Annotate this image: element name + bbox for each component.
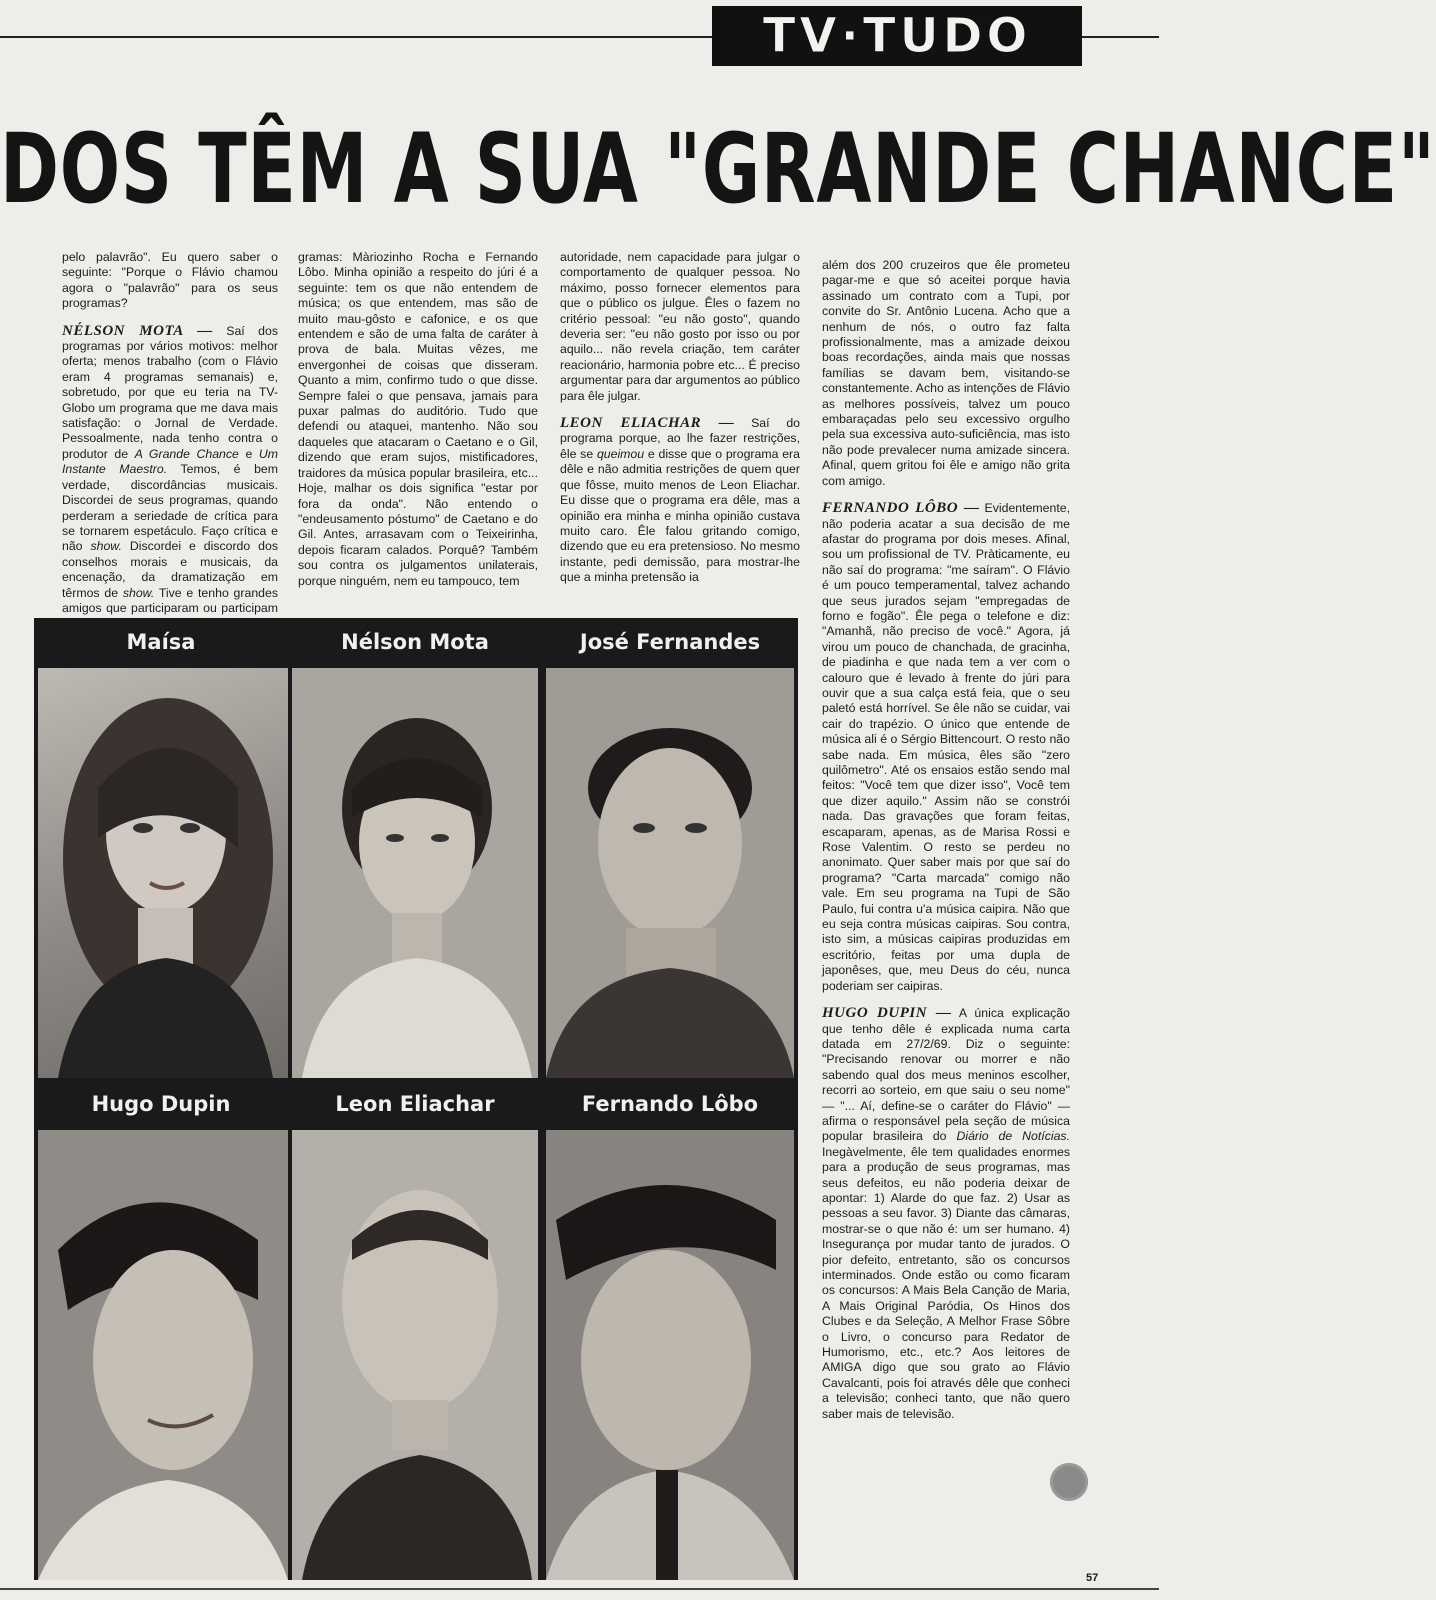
- speaker-hugo-dupin: HUGO DUPIN —: [822, 1005, 952, 1022]
- photo-label-fernando-lobo: Fernando Lôbo: [581, 1092, 759, 1116]
- portrait-illustration: [38, 668, 288, 1078]
- paragraph: além dos 200 cruzeiros que êle prometeu pagar-me e que só aceitei porque havia assinado um contrato com a Tupi, por convite do Sr. Antônio Lucena. Acho que a nenhum de nós, o outro faz falta profissionalmente, mas a amizade deixou boas recordações, ainda mais que nossas famílias se davam bem, visitando-se constantemente. Acho as intenções de Flávio as melhores possíveis, talvez um pouco embaraçadas pelo seu excessivo orgulho pela sua excessiva auto-suficiência, mas isto não pode prevalecer numa amizade sincera. Afinal, quem gritou foi êle e amigo não grita com amigo.: [822, 258, 1070, 488]
- portrait-illustration: [38, 1130, 288, 1580]
- portrait-grid: [34, 618, 798, 1580]
- portrait-illustration: [546, 668, 794, 1078]
- photo-label-leon-eliachar: Leon Eliachar: [335, 1092, 495, 1116]
- article-column-1: [62, 250, 279, 615]
- section-badge-text: TV·TUDO: [762, 8, 1032, 64]
- portrait-illustration: [292, 668, 538, 1078]
- portrait-illustration: [546, 1130, 794, 1580]
- article-column-2: [298, 250, 538, 610]
- paragraph: LEON ELIACHAR — Saí do programa porque, ao lhe fazer restrições, êle se queimou e disse que o programa era dêle e não admitia restrições de quem quer que fôsse, muito menos de Leon Eliachar. Eu disse que o programa era dêle, mas a opinião era minha e minha opinião custava muito caro. Êle falou gritando comigo, dizendo que eu era pretensioso. No mesmo instante, pedi demissão, para mostrar-lhe que a minha pretensão ia: [560, 415, 801, 585]
- paragraph: NÉLSON MOTA — Saí dos programas por vários motivos: melhor oferta; menos trabalho (com o Flávio eram 4 programas semanais) e, sobretudo, por que eu teria na TV-Globo um programa que me dava mais satisfação: o Jornal de Verdade. Pessoalmente, nada tenho contra o produtor de A Grande Chance e Um Instante Maestro. Temos, é bem verdade, discordâncias musicais. Discordei de seus programas, quando perderam a seriedade de crítica para se tornarem espetáculo. Faço crítica e não show. Discordei e discordo dos conselhos morais e musicais, da encenação, da dramatização em têrmos de show. Tive e tenho grandes amigos que participaram ou participam: [62, 322, 279, 615]
- paragraph: FERNANDO LÔBO — Evidentemente, não poderia acatar a sua decisão de me afastar do programa por dois meses. Afinal, sou um profissional de TV. Pràticamente, eu não saí do programa: "me saíram". O Flávio é um pouco temperamental, talvez achando que seus jurados sejam "empregadas de forno e fogão". Êle pega o telefone e diz: "Amanhã, não preciso de você." Agora, já virou um pouco de chanchada, de gracinha, de piadinha e que nada tem a ver com o calouro que é levado à frente do júri para ouvir que a sua calça está feia, que o seu paletó está horrível. Se êle não se cuidar, vai cair do trapézio. O único que entende de música ali é o Sérgio Bittencourt. O resto não sabe nada. Em música, êles são "zero quilômetro". Até os ensaios estão sendo mal feitos: "Você tem que dizer isso", Você tem que dizer aquilo." Assim não se constrói nada. Das gravações que foram feitas, escaparam, apenas, as de Marisa Rossi e Rose Valentim. O resto se perdeu no anonimato. Quer saber mais por que saí do programa? "Carta marcada" comigo não vale. Em seu programa na Tupi de São Paulo, fui contra u'a música caipira. Não que eu seja contra músicas caipiras. Sou contra, isto sim, a músicas caipiras produzidas em escritório, feitas por uma dupla de japonêses, que, meu Deus do céu, nunca poderiam ser caipiras.: [822, 500, 1070, 993]
- paragraph: autoridade, nem capacidade para julgar o comportamento de qualquer pessoa. No máximo, posso fornecer elementos para que o público os julgue. Êles o fazem no critério pessoal: "eu não gosto", quando deveria ser: "eu não gosto por isso ou por aquilo... não revela criação, tem caráter reacionário, harmonia pobre etc... É preciso argumentar para dar argumentos ao público para êle julgar.: [560, 250, 800, 403]
- portrait-photo-jose-fernandes: [546, 668, 794, 1078]
- article-column-4: [822, 258, 1070, 1508]
- portrait-photo-hugo-dupin: [38, 1130, 288, 1580]
- section-badge: [712, 6, 1082, 66]
- bottom-rule: [0, 1588, 1159, 1590]
- photo-label-nelson-mota: Nélson Mota: [341, 630, 489, 654]
- speaker-leon-eliachar: LEON ELIACHAR —: [560, 415, 735, 432]
- paragraph: pelo palavrão". Eu quero saber o seguinte: "Porque o Flávio chamou agora o "palavrão" para os seus programas?: [62, 250, 278, 311]
- portrait-photo-maisa: [38, 668, 288, 1078]
- article-column-3: [560, 250, 800, 610]
- speaker-nelson-mota: NÉLSON MOTA —: [62, 322, 213, 339]
- headline: DOS TÊM A SUA "GRANDE CHANCE": [0, 113, 1436, 225]
- page-number: 57: [1086, 1572, 1099, 1584]
- paragraph: HUGO DUPIN — A única explicação que tenho dêle é explicada numa carta datada em 27/2/69. Diz o seguinte: "Precisando renovar ou morrer e não sabendo qual dos meus meninos escolher, recorri ao sorteio, em que saiu o seu nome" — "... Aí, define-se o caráter do Flávio" — afirma o responsável pela seção de música popular brasileira do Diário de Notícias. Inegàvelmente, êle tem qualidades enormes para a produção de seus programas, mas seus defeitos, eu não poderia deixar de apontar: 1) Alarde do que faz. 2) Usar as pessoas a seu favor. 3) Diante das câmaras, mostrar-se o que não é: um ser humano. 4) Insegurança por mudar tanto de jurados. O pior defeito, entretanto, são os concursos interminados. Onde estão ou como ficaram os concursos: A Mais Bela Canção de Maria, A Mais Original Paródia, Os Hinos dos Clubes e da Seleção, A Melhor Frase Sôbre o Livro, o concurso para Redator de Humorismo, etc., etc.? Aos leitores de AMIGA digo que sou grato ao Flávio Cavalcanti, pois foi através dêle que conheci a televisão; conheci tanto, que não quero saber mais de televisão.: [822, 1005, 1070, 1421]
- photo-label-maisa: Maísa: [126, 630, 196, 654]
- end-mark-icon: [1050, 1463, 1088, 1501]
- photo-label-jose-fernandes: José Fernandes: [579, 630, 761, 654]
- photo-label-hugo-dupin: Hugo Dupin: [91, 1092, 231, 1116]
- portrait-photo-nelson-mota: [292, 668, 538, 1078]
- portrait-photo-leon-eliachar: [292, 1130, 538, 1580]
- paragraph: gramas: Màriozinho Rocha e Fernando Lôbo. Minha opinião a respeito do júri é a seguinte: tem os que não entendem de música; os que entendem, mas são de muito mau-gôsto e cafonice, e os que entendem e são de uma falta de caráter à prova de bala. Muitas vêzes, me envergonhei de coisas que disseram. Quanto a mim, confirmo tudo o que disse. Sempre falei o que pensava, jamais para puxar palmas do auditório. Tudo que defendi ou ataquei, mantenho. Não sou daqueles que atacaram o Caetano e o Gil, dizendo que eram sujos, mistificadores, traidores da música popular brasileira, etc... Hoje, malhar os dois significa "estar por fora da onda". Não entendo o "endeusamento póstumo" de Caetano e do Gil. Antes, arrasavam com o Teixeirinha, depois ficaram calados. Porquê? Também sou contra os julgamentos unilaterais, porque ninguém, nem eu tampouco, tem: [298, 250, 538, 588]
- portrait-photo-fernando-lobo: [546, 1130, 794, 1580]
- speaker-fernando-lobo: FERNANDO LÔBO —: [822, 500, 980, 517]
- portrait-illustration: [292, 1130, 538, 1580]
